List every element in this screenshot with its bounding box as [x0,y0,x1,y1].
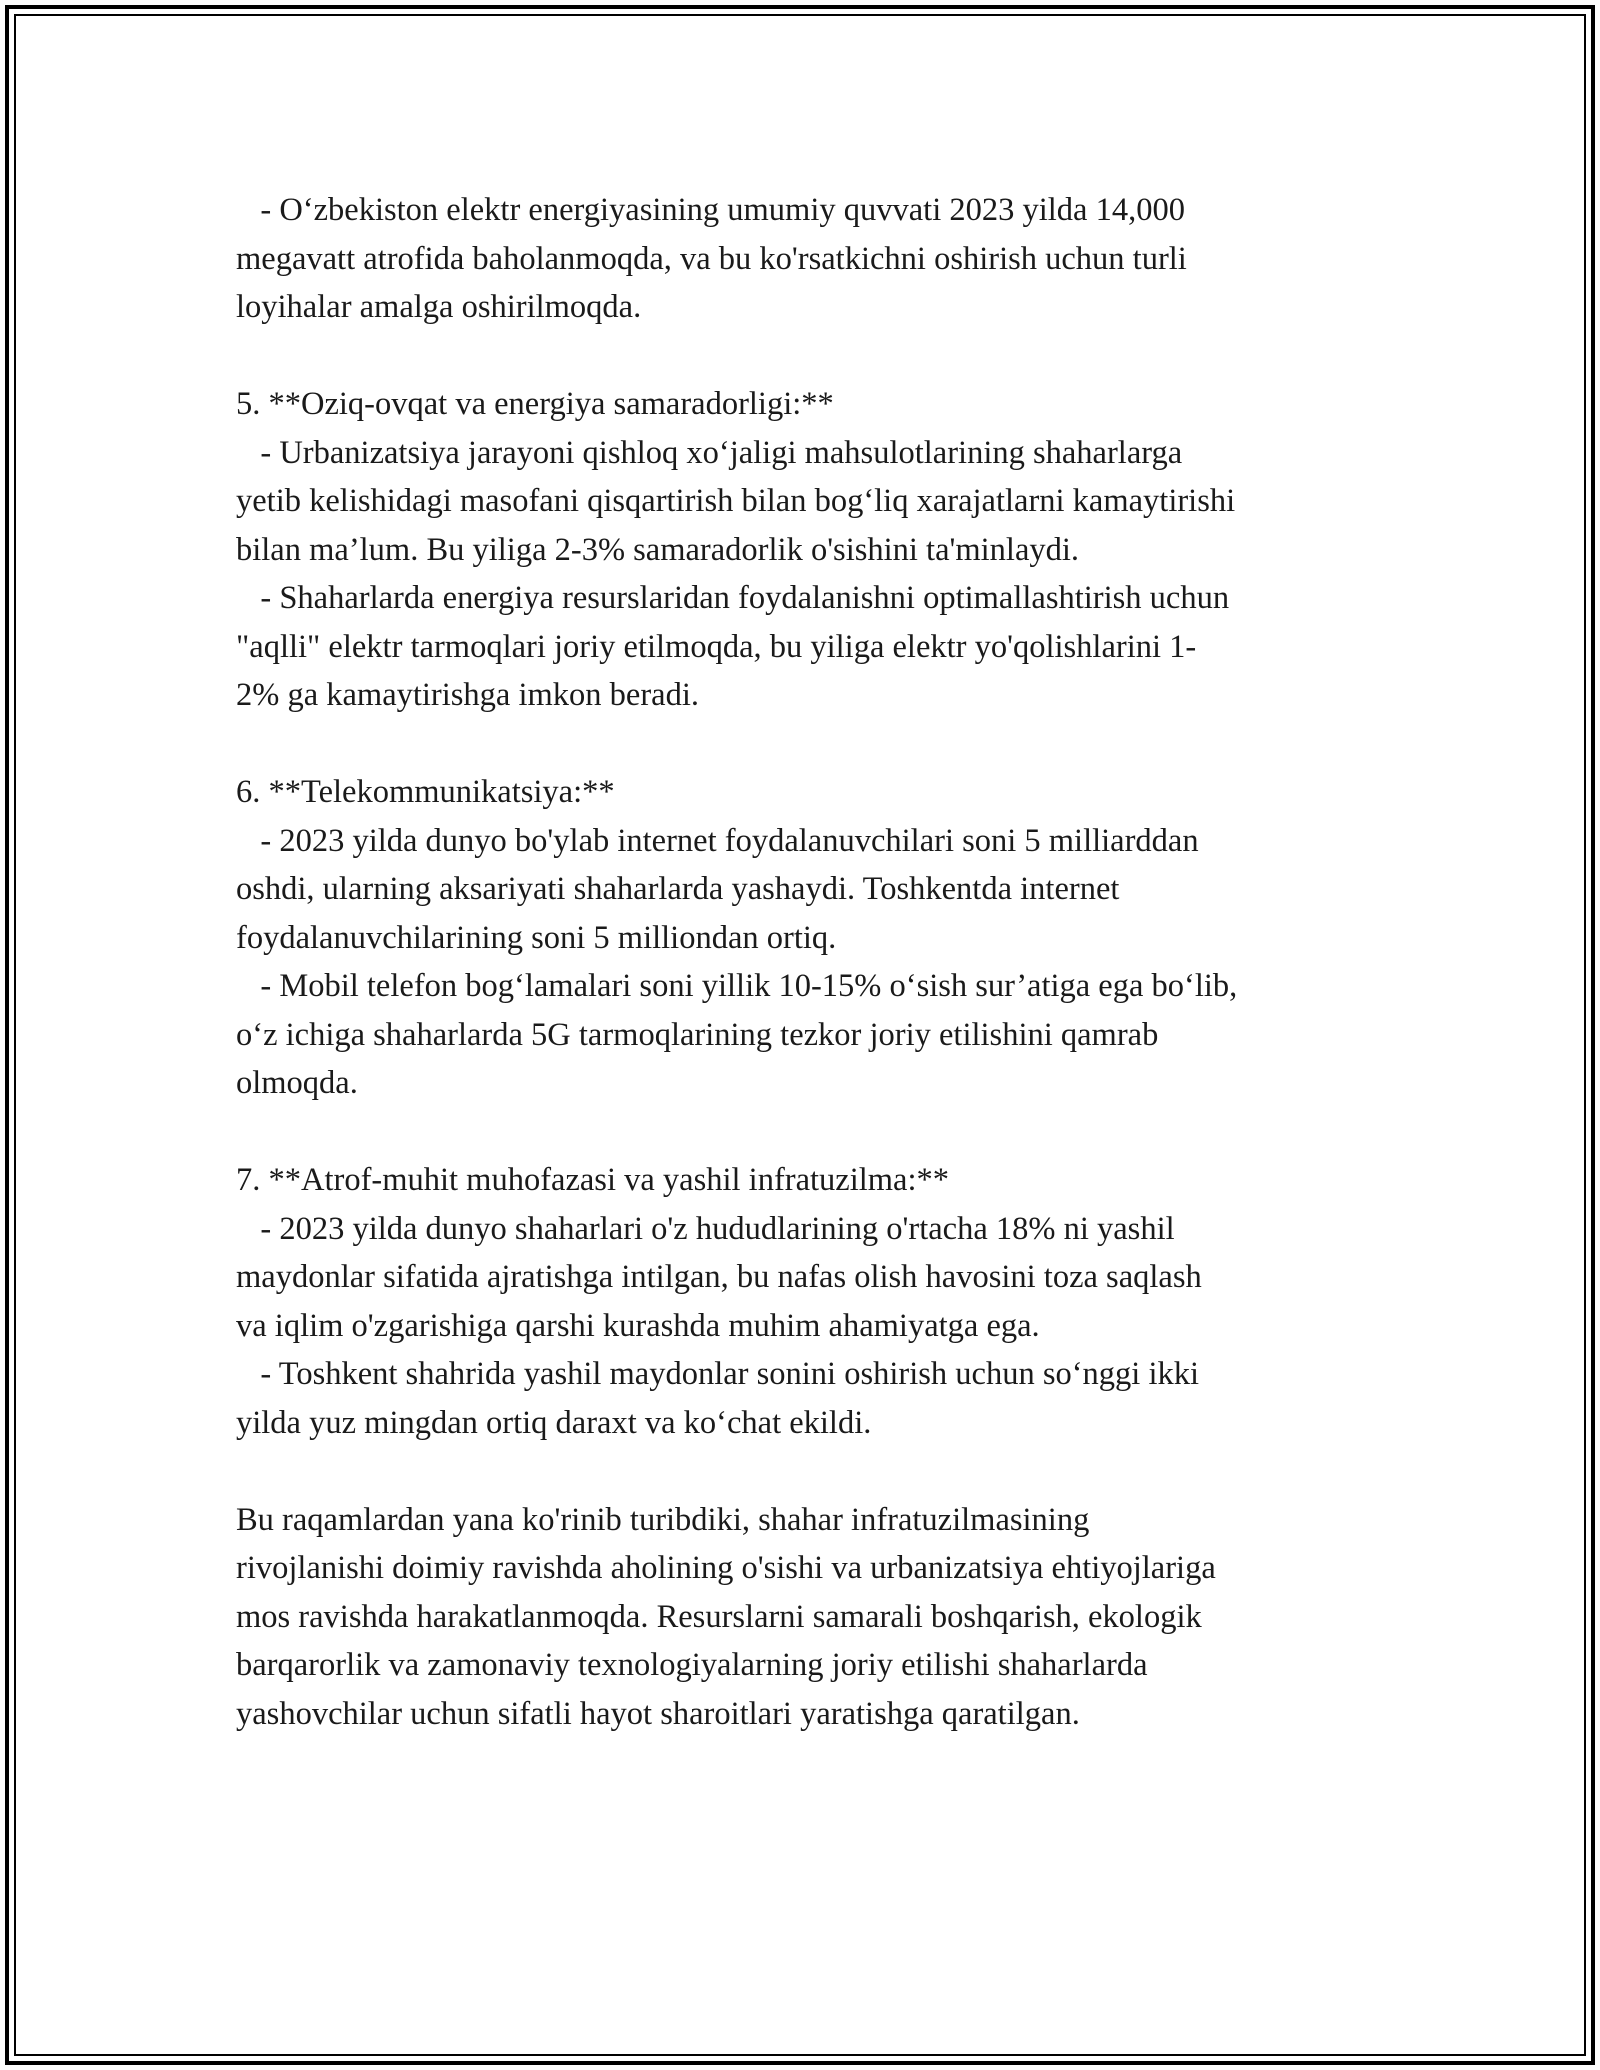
text-line: - Mobil telefon bog‘lamalari soni yillik 10-15% o‘sish sur’atiga ega bo‘lib, [236,968,1238,1004]
conclusion-line: barqarorlik va zamonaviy texnologiyalarning joriy etilishi shaharlarda [236,1647,1148,1683]
conclusion-line: Bu raqamlardan yana ko'rinib turibdiki, shahar infratuzilmasining [236,1501,1090,1538]
text-line: olmoqda. [236,1065,358,1101]
conclusion-line: mos ravishda harakatlanmoqda. Resurslarni samarali boshqarish, ekologik [236,1598,1202,1635]
text-line: o‘z ichiga shaharlarda 5G tarmoqlarining tezkor joriy etilishini qamrab [236,1016,1159,1053]
text-line: 2% ga kamaytirishga imkon beradi. [236,677,699,713]
paragraph-gap [236,720,1386,769]
paragraph-gap [236,1447,1386,1496]
text-line: - 2023 yilda dunyo bo'ylab internet foydalanuvchilari soni 5 milliarddan [236,822,1199,859]
section-heading: 7. **Atrof-muhit muhofazasi va yashil infratuzilma:** [236,1162,950,1198]
text-line: - Toshkent shahrida yashil maydonlar sonini oshirish uchun so‘nggi ikki [236,1356,1200,1392]
text-line: - Urbanizatsiya jarayoni qishloq xo‘jaligi mahsulotlarining shaharlarga [236,434,1183,471]
text-line: megavatt atrofida baholanmoqda, va bu ko'rsatkichni oshirish uchun turli [236,240,1187,277]
paragraph-gap [236,1108,1386,1157]
text-line: bilan ma’lum. Bu yiliga 2-3% samaradorlik o'sishini ta'minlaydi. [236,531,1080,568]
paragraph-gap [236,332,1386,381]
conclusion-line: yashovchilar uchun sifatli hayot sharoitlari yaratishga qaratilgan. [236,1695,1080,1732]
text-line: - O‘zbekiston elektr energiyasining umumiy quvvati 2023 yilda 14,000 [236,192,1185,228]
text-line: yetib kelishidagi masofani qisqartirish bilan bog‘liq xarajatlarni kamaytirishi [236,483,1236,519]
text-line: yilda yuz mingdan ortiq daraxt va ko‘chat ekildi. [236,1404,872,1441]
document-body [236,186,1386,1738]
text-line: oshdi, ularning aksariyati shaharlarda yashaydi. Toshkentda internet [236,871,1120,907]
text-line: - Shaharlarda energiya resurslaridan foydalanishni optimallashtirish uchun [236,580,1230,616]
text-line: maydonlar sifatida ajratishga intilgan, bu nafas olish havosini toza saqlash [236,1259,1202,1295]
conclusion-line: rivojlanishi doimiy ravishda aholining o'sishi va urbanizatsiya ehtiyojlariga [236,1550,1216,1586]
text-line: "aqlli" elektr tarmoqlari joriy etilmoqda, bu yiliga elektr yo'qolishlarini 1- [236,628,1197,665]
section-heading: 5. **Oziq-ovqat va energiya samaradorligi:** [236,386,834,422]
text-line: loyihalar amalga oshirilmoqda. [236,289,642,325]
text-line: - 2023 yilda dunyo shaharlari o'z hududlarining o'rtacha 18% ni yashil [236,1210,1175,1247]
text-line: va iqlim o'zgarishiga qarshi kurashda muhim ahamiyatga ega. [236,1307,1040,1344]
section-heading: 6. **Telekommunikatsiya:** [236,774,615,810]
text-line: foydalanuvchilarining soni 5 milliondan ortiq. [236,919,837,956]
